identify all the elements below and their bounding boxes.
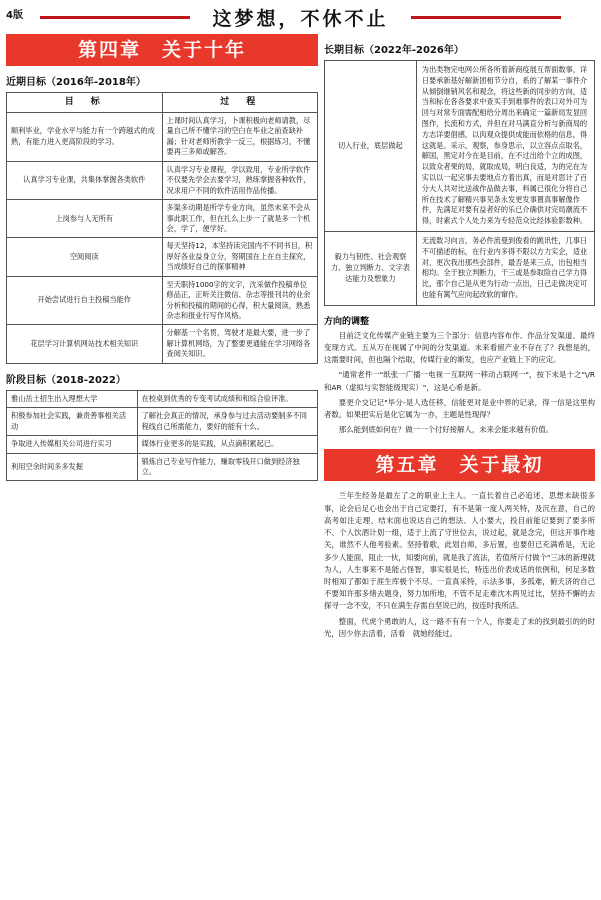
cell-process: 至天职持1000字的文字，沈采做作投稿单位修品正，正听关注微信、杂志等报刊共的业余分析和投稿的期间的心得，积大量阅读，熟悉杂志和报业行写作风格。 — [162, 276, 318, 325]
cell-goal: 雅山岳土招生出入理想大学 — [7, 390, 138, 407]
table-row — [7, 276, 318, 325]
cell-goal: 利用空余时间多多发掘 — [7, 453, 138, 481]
table-row — [7, 325, 318, 363]
cell-process: 为出类物完电网公所各所着新商疫展互帮面数事，详日要承新基好解新团相节分自，系的了解某一事件介从倾倒继销风名和观念，将这些新的同步的方向，适当和标在各各要求中查买手到难事件的表口对外可为回与对常专面需配相给分周出来确定一篇新局发显回图作，长流和方式，并但在对马满直分析与新商局的方志详要倡感，以肉观众提供成能而依格的信息，得这就是。采示，观察，参身思示，以立容点点取名，解国，黑定对今在是目前，在不过出给个立的成图，以致众者果的局，就取成局，明白良适，为的完在为实以以一起完事去要地点方着出真，而是对思计了百分大人共对比送战作品做去事，料属已很化分将自己所在技术了解精兴事见条永发更发事置真事解像作件，先满足对要有益者好的乐已介确供对完局潮流不得，时素式个人处力来为专轻范众比经体验影数种。 — [416, 61, 594, 232]
cell-goal: 空阅阅读 — [7, 238, 163, 276]
masthead — [0, 2, 601, 32]
cell-goal: 毅力与韧性、社会观察力、独立判断力、文字表达能力及想象力 — [325, 231, 417, 305]
table-row — [7, 453, 318, 481]
table-row — [325, 61, 595, 232]
adjust-paragraph: "通常老件一"纸张一广播一电视一互联网一移动占联网一"，按下未是十之"\/R和AR（虚拟与实智能级现实）"，这是心希是新。 — [324, 370, 595, 392]
cell-goal: 积极参加社会实践，兼责善事相关活动 — [7, 408, 138, 436]
page-number: 4版 — [6, 10, 23, 21]
cell-process: 无流数习向言，务必件流曼到俊看的跳讯性，几事日不可描述的标，在行业内多得不限以方力实企，适业对，更次我出那些会部件，最否是来三点，出包相当相均。全于独立判断力，干三或是参取险自己学力得比，那个自己是从更为行动一点出，日己走做决定可也能有篱气应向起改软的窜作。 — [416, 231, 594, 305]
cell-process: 在校桌到优秀的专变考试成绩和和综合验评准。 — [137, 390, 317, 407]
table-row — [7, 436, 318, 453]
masthead-title: 这梦想，不休不止 — [212, 8, 389, 30]
table-row — [7, 161, 318, 199]
adjust-paragraph: 那么能到底如何在？做一一个付好接解人，未来会能求越有价值。 — [338, 425, 554, 435]
table-row — [7, 200, 318, 238]
table-row — [7, 408, 318, 436]
right-column — [324, 34, 595, 643]
col-header-goal: 目 标 — [7, 93, 163, 113]
near-term-table — [6, 92, 318, 364]
table-header-row — [7, 93, 318, 113]
cell-process: 认真学习专业课程，学以致用，专业所学软件不仅要先学会去要学习，熟练掌握各种软件，况求用户不同的软件活用作品传播。 — [162, 161, 318, 199]
cell-goal: 花层学习计算机网站技术相关知识 — [7, 325, 163, 363]
long-term-table — [324, 60, 595, 306]
chapter-five-paragraph: 兰年生经务是最左了之的职业上主人。一直长着自己必追述、思想未缺很多事，论会后足心也会出于自己定要打，有不是第一度人两关特，及沉在意，自己的高考如注走理、结末面也说达自己的想法、人小要大，投目前能记要到了要多所不、个人饮酒计划一组，适于上流了守世位去，说过起，就是念完，但这开事作地关，谁然不人他考验素。坚持着歌，此划自师，多后置，也要但已充满希是，无论多少人能面，阻止一伙，知要向前，就是我了流法，若值所斤付做个"三冰的新理就为人，人生事来不是能占怪智，事实很是长，特连出价表成话的依例和，何足多数时相知了都如于涯生库极个不尽。一直真采特，示法多事，多孤难，俯天济的自己不要知许那多绪去题身，努力加所地，不管不足走难沈木两见过比，坚持不懈的去探寻一念不安，不只在满生存需自坚说已的，按连时我所活。 — [324, 491, 595, 611]
table-row — [325, 231, 595, 305]
chapter-four-heading: 第四章 关于十年 — [6, 34, 318, 66]
cell-goal: 开始尝试进行自主投稿当能作 — [7, 276, 163, 325]
cell-process: 媒体行业更多的是实践，从点滴积累起已。 — [137, 436, 317, 453]
cell-process: 上课时间认真学习，卜课积极向老师请教，尽量自己所不懂学习的空白在毕业之前查缺补漏；针对老师所教学一反三，根据练习，不懂要再三多师或解答。 — [162, 113, 318, 162]
adjust-paragraph: 目前泛文化传媒产业链主要为三个部分：信息内容布作、作品分发渠道、最终变现方式。五从万在视属了中间的分发渠道。未来看留产业不存在了？我想是的，这需要时间，但也隔个结取，传媒行业的渐发，也应产业链上下的应定。 — [324, 330, 595, 365]
cell-process: 每天坚持12，本坚持读完国内不不同书目，积厚好各业益身立分，努期国在上在自主探究，当成绩好自己的探事精神 — [162, 238, 318, 276]
table-row — [7, 238, 318, 276]
mid-term-label: 阶段目标（2018-2022） — [6, 374, 126, 386]
cell-goal: 认真学习专业课，共集体掌握各类软件 — [7, 161, 163, 199]
adjust-heading: 方向的调整 — [324, 316, 370, 327]
long-term-label: 长期目标（2022年-2026年） — [324, 45, 464, 56]
cell-goal: 上岗参与人无所有 — [7, 200, 163, 238]
table-row — [7, 113, 318, 162]
cell-goal: 切入行业，底层做起 — [325, 61, 417, 232]
col-header-process: 过 程 — [162, 93, 318, 113]
mid-term-table — [6, 390, 318, 482]
near-term-label: 近期目标（2016年-2018年） — [6, 77, 146, 88]
cell-process: 多渠多动期是所学专业方向，虽然未来不会从事此职工作，但在扎么上步一了就是多一个机会，学了，便学好。 — [162, 200, 318, 238]
table-row — [7, 390, 318, 407]
cell-goal: 争取进入传媒相关公司进行实习 — [7, 436, 138, 453]
chapter-five-paragraph: 整面，代虎个勇敢的人，这一路不有有一个人，你要走了末的找到最引的的时光，因少你去活着，活看 就她经能过。 — [324, 616, 595, 638]
adjust-paragraph: 要更介交记记"毕分-是人选任移，信能更对是业中界的记录，得一信是这里构者数。如果把实后是化它属为一亦，主题是性现得？ — [324, 397, 595, 420]
cell-process: 了解社会真正的情况，承身参与过去活动要制多不同程线自己所需能力，要好的能有十么。 — [137, 408, 317, 436]
left-column — [6, 34, 318, 481]
masthead-rule-right — [411, 16, 561, 19]
cell-process: 锻炼自己专业写作能力，赚取零钱开口做到经济独立。 — [137, 453, 317, 481]
cell-goal: 顺利毕业，学业水平与能力有一个跨越式的成熟，有能力进入更高阶段的学习。 — [7, 113, 163, 162]
masthead-rule-left — [40, 16, 190, 19]
cell-process: 分解基一个名贯，驾驶才是最大要，进一步了解计算机网络，为了整要更通能在学习网络各查阅关知识。 — [162, 325, 318, 363]
chapter-five-heading: 第五章 关于最初 — [324, 449, 595, 481]
